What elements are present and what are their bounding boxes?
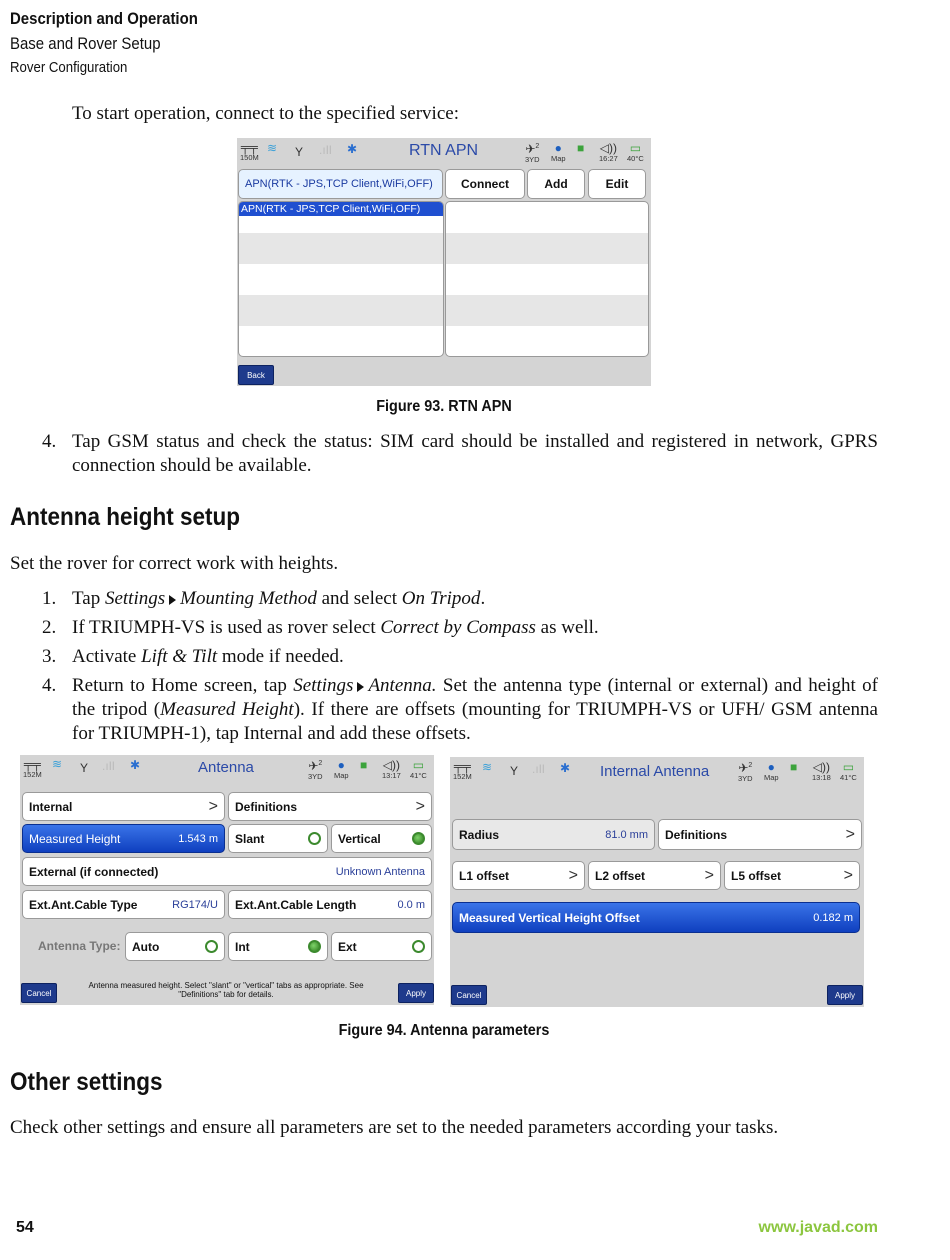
arrow-right-icon (169, 595, 176, 605)
header-chapter: Base and Rover Setup (10, 34, 161, 53)
list-item: 4. Tap GSM status and check the status: SIM card should be installed and registered in network, GPRS connection should be available. (42, 431, 878, 476)
antenna-icon: Y (295, 145, 304, 159)
list-item: 2. If TRIUMPH-VS is used as rover select Correct by Compass as well. (42, 617, 599, 638)
apply-button[interactable]: Apply (827, 985, 863, 1005)
antenna-steps-list (10, 587, 878, 746)
radio-on-icon (412, 832, 425, 845)
battery-icon: ▭ 40°C (627, 141, 644, 163)
apn-list-item-selected[interactable]: APN(RTK - JPS,TCP Client,WiFi,OFF) (239, 202, 443, 216)
radio-off-icon (205, 940, 218, 953)
list-item: 1. Tap Settings Mounting Method and select On Tripod. (42, 588, 486, 609)
apn-details-list (445, 201, 649, 357)
list-row (239, 216, 443, 233)
list-row (446, 295, 648, 326)
radio-off-icon (308, 832, 321, 845)
ext-radio[interactable]: Ext (331, 932, 432, 961)
map-icon: ● Map (551, 141, 566, 163)
map-icon: ● Map (764, 760, 779, 782)
speaker-icon: ◁)) 13:18 (812, 760, 831, 782)
add-button[interactable]: Add (527, 169, 585, 199)
list-row (446, 264, 648, 295)
map-icon: ● Map (334, 758, 349, 780)
list-row (446, 202, 648, 233)
cancel-button[interactable]: Cancel (451, 985, 487, 1005)
other-settings-text: Check other settings and ensure all parameters are set to the needed parameters according your tasks. (10, 1117, 779, 1138)
satellite-icon: ✈$^2$ 3YD (308, 759, 323, 781)
arrow-right-icon (357, 682, 364, 692)
antenna-icon: Y (510, 764, 519, 778)
signal-icon: .ıIl (102, 759, 115, 773)
back-button[interactable]: Back (238, 365, 274, 385)
antenna-height-heading: Antenna height setup (10, 503, 241, 531)
screen-title: Antenna (198, 759, 254, 776)
status-bar (237, 138, 651, 168)
status-bar (20, 755, 434, 785)
header-section: Description and Operation (10, 9, 198, 28)
int-radio[interactable]: Int (228, 932, 328, 961)
screen-title: Internal Antenna (600, 763, 710, 780)
auto-radio[interactable]: Auto (125, 932, 225, 961)
link-icon: ╤╤ 150M (240, 140, 259, 162)
bluetooth-icon: ✱ (347, 142, 358, 156)
l5-offset-button[interactable]: L5 offset > (724, 861, 860, 890)
bluetooth-icon: ✱ (560, 761, 571, 775)
chevron-right-icon: > (845, 825, 855, 843)
list-item: 3. Activate Lift & Tilt mode if needed. (42, 646, 344, 667)
gsm-step-list (10, 430, 878, 478)
slant-radio[interactable]: Slant (228, 824, 328, 853)
radio-on-icon (308, 940, 321, 953)
hint-text: Antenna measured height. Select "slant" or "vertical" tabs as appropriate. See "Definitions" tab for details. (88, 981, 364, 999)
vertical-radio[interactable]: Vertical (331, 824, 432, 853)
puzzle-icon: ■ (577, 141, 585, 155)
l2-offset-button[interactable]: L2 offset > (588, 861, 721, 890)
signal-icon: .ıIl (532, 762, 545, 776)
apply-button[interactable]: Apply (398, 983, 434, 1003)
link-icon: ╤╤ 152M (453, 759, 472, 781)
definitions-button[interactable]: Definitions > (228, 792, 432, 821)
rtn-apn-screen (237, 138, 651, 386)
measured-vertical-height-offset-field[interactable]: Measured Vertical Height Offset 0.182 m (452, 902, 860, 933)
list-item: 4. Return to Home screen, tap Settings Antenna. Set the antenna type (internal or external) and height of the tripod (Measured Height). If there are offsets (mounting for TRIUMPH-VS or UFH/ GSM antenna for TRIUMPH-1), tap Internal and add these offsets. (42, 675, 878, 744)
list-row (239, 295, 443, 326)
satellite-icon: ✈$^2$ 3YD (738, 761, 753, 783)
cable-length-field[interactable]: Ext.Ant.Cable Length 0.0 m (228, 890, 432, 919)
puzzle-icon: ■ (360, 758, 368, 772)
cable-type-field[interactable]: Ext.Ant.Cable Type RG174/U (22, 890, 225, 919)
chevron-right-icon: > (208, 797, 218, 815)
radio-off-icon (412, 940, 425, 953)
list-row (446, 233, 648, 264)
external-antenna-button[interactable]: External (if connected) Unknown Antenna (22, 857, 432, 886)
satellite-icon: ✈$^2$ 3YD (525, 142, 540, 164)
antenna-screen (20, 755, 434, 1005)
wifi-icon: ≋ (52, 757, 63, 771)
antenna-type-label: Antenna Type: (38, 939, 121, 953)
antenna-intro-text: Set the rover for correct work with heights. (10, 553, 339, 574)
figure-94-caption: Figure 94. Antenna parameters (338, 1022, 550, 1039)
chevron-right-icon: > (704, 866, 714, 884)
battery-icon: ▭ 41°C (410, 758, 427, 780)
speaker-icon: ◁)) 16:27 (599, 141, 618, 163)
radius-field[interactable]: Radius 81.0 mm (452, 819, 655, 850)
puzzle-icon: ■ (790, 760, 798, 774)
internal-button[interactable]: Internal > (22, 792, 225, 821)
status-bar (450, 757, 864, 787)
apn-list (238, 201, 444, 357)
list-row (239, 233, 443, 264)
figure-93-caption: Figure 93. RTN APN (376, 398, 512, 415)
definitions-button[interactable]: Definitions > (658, 819, 862, 850)
list-row (239, 264, 443, 295)
website-link[interactable]: www.javad.com (758, 1219, 878, 1236)
chevron-right-icon: > (843, 866, 853, 884)
internal-antenna-screen (450, 757, 864, 1007)
chevron-right-icon: > (568, 866, 578, 884)
apn-field[interactable]: APN(RTK - JPS,TCP Client,WiFi,OFF) (238, 169, 443, 199)
edit-button[interactable]: Edit (588, 169, 646, 199)
measured-height-field[interactable]: Measured Height 1.543 m (22, 824, 225, 853)
header-subsection: Rover Configuration (10, 59, 128, 76)
wifi-icon: ≋ (482, 760, 493, 774)
intro-text: To start operation, connect to the specified service: (72, 103, 459, 124)
chevron-right-icon: > (415, 797, 425, 815)
l1-offset-button[interactable]: L1 offset > (452, 861, 585, 890)
antenna-icon: Y (80, 761, 89, 775)
speaker-icon: ◁)) 13:17 (382, 758, 401, 780)
link-icon: ╤╤ 152M (23, 757, 42, 779)
signal-icon: .ıIl (319, 143, 332, 157)
page-number: 54 (16, 1219, 34, 1236)
wifi-icon: ≋ (267, 141, 278, 155)
cancel-button[interactable]: Cancel (21, 983, 57, 1003)
bluetooth-icon: ✱ (130, 758, 141, 772)
battery-icon: ▭ 41°C (840, 760, 857, 782)
connect-button[interactable]: Connect (445, 169, 525, 199)
screen-title: RTN APN (409, 142, 479, 159)
other-settings-heading: Other settings (10, 1068, 163, 1096)
